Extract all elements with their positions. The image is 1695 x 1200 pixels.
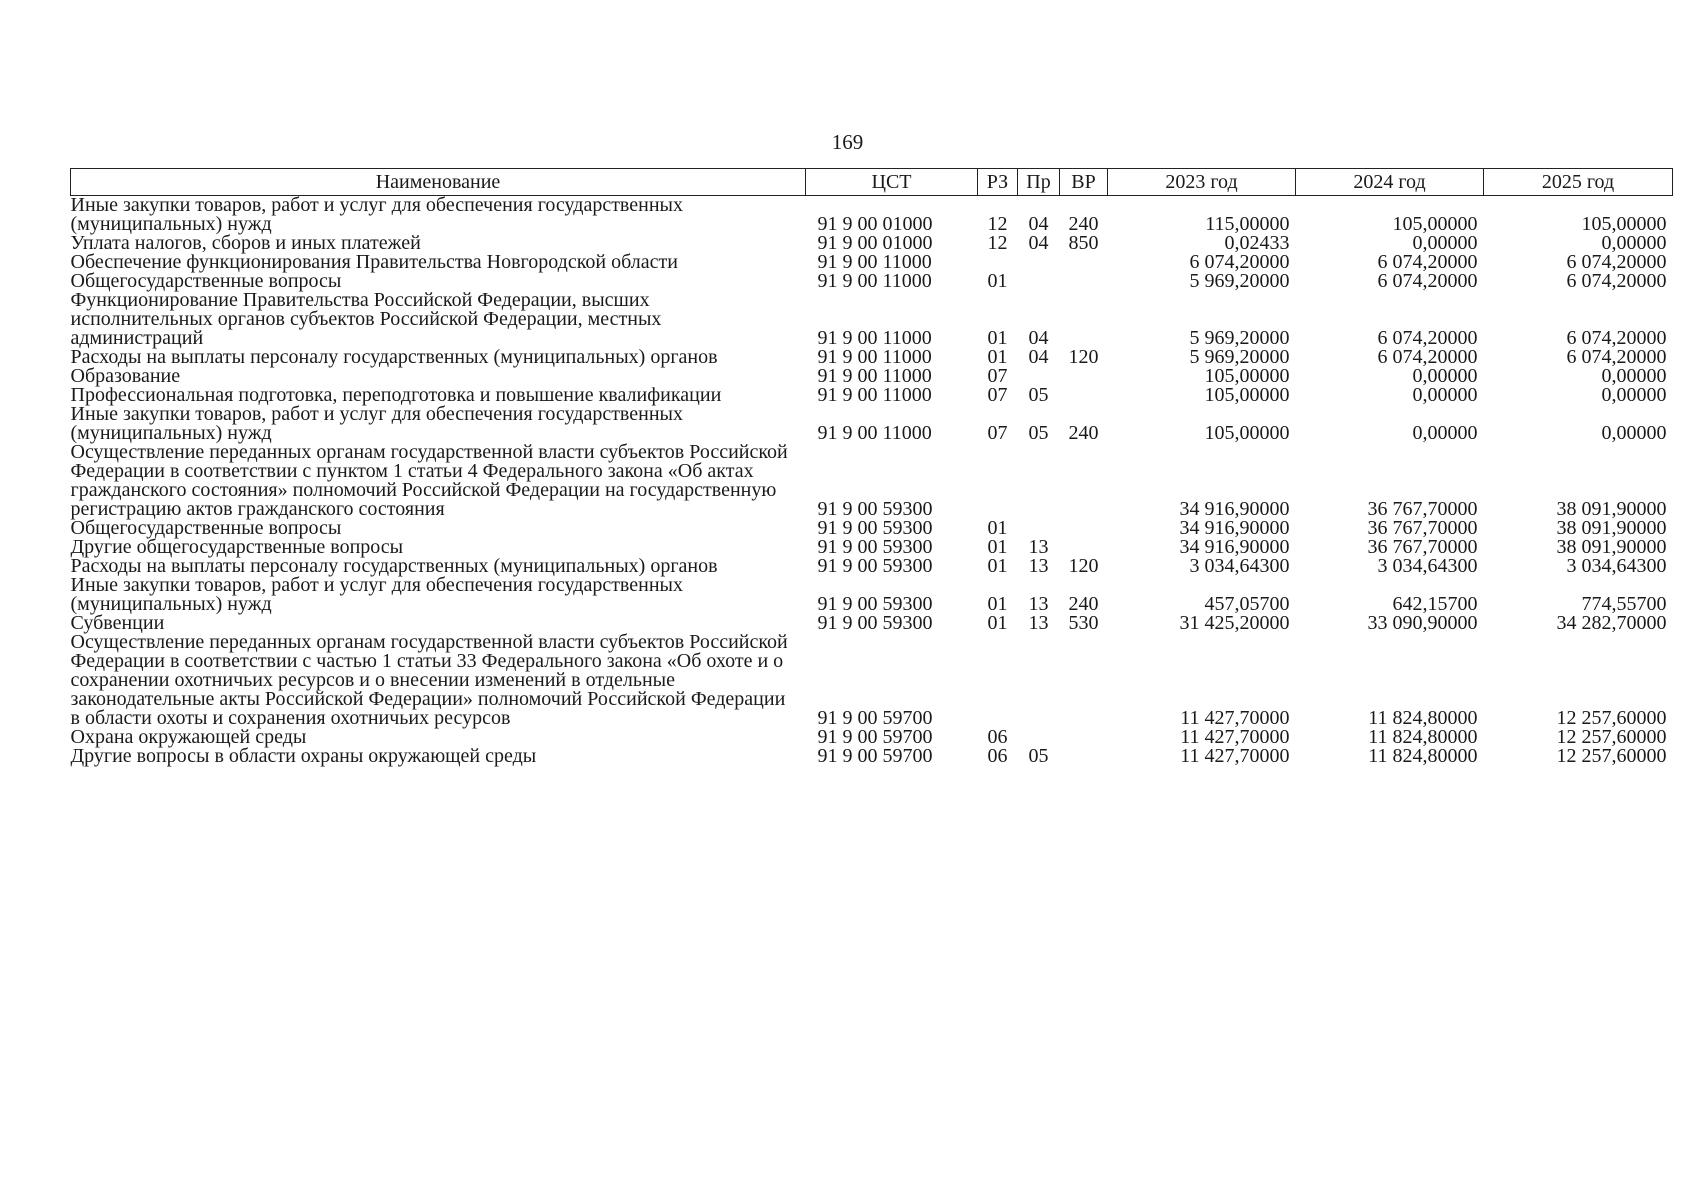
cell-year-2025: 0,00000 (1601, 422, 1667, 444)
table-header (71, 169, 1673, 196)
cell-name: Функционирование Правительства Российской Федерации, высших исполнительных органов субъектов Российской Федерации, местных администраций (70, 289, 662, 349)
cell-rz (978, 443, 1018, 519)
cell-year-2024: 0,00000 (1412, 232, 1478, 254)
cell-cst: 91 9 00 59700 (817, 726, 933, 748)
cell-cst: 91 9 00 59700 (817, 707, 933, 729)
cell-pr: 04 (1028, 327, 1049, 349)
cell-rz: 01 (987, 612, 1008, 634)
cell-name: Расходы на выплаты персоналу государственных (муниципальных) органов (70, 346, 718, 368)
cell-vr (1060, 367, 1108, 386)
cell-vr (1060, 728, 1108, 747)
cell-year-2023: 5 969,20000 (1189, 270, 1290, 292)
cell-year-2024: 11 824,80000 (1368, 707, 1478, 729)
header-vr: ВР (1060, 169, 1108, 196)
cell-year-2023: 34 916,90000 (1179, 517, 1290, 539)
cell-cst: 91 9 00 59700 (817, 745, 933, 767)
cell-cst: 91 9 00 01000 (817, 232, 933, 254)
table-row (71, 576, 1673, 614)
table-body (71, 196, 1673, 767)
cell-name: Общегосударственные вопросы (70, 517, 342, 539)
cell-year-2024: 6 074,20000 (1377, 251, 1478, 273)
cell-year-2023: 457,05700 (1204, 593, 1290, 615)
cell-year-2023: 6 074,20000 (1189, 251, 1290, 273)
cell-name: Иные закупки товаров, работ и услуг для обеспечения государственных (муниципальных) нужд (70, 574, 683, 615)
cell-year-2025: 6 074,20000 (1566, 251, 1667, 273)
header-name: Наименование (71, 169, 806, 196)
cell-pr: 13 (1028, 555, 1049, 577)
cell-pr (1018, 253, 1060, 272)
cell-cst: 91 9 00 59300 (817, 612, 933, 634)
cell-rz: 01 (987, 536, 1008, 558)
cell-name: Осуществление переданных органам государственной власти субъектов Российской Федерации в соответствии с частью 1 статьи 33 Федерального закона «Об охоте и о сохранении охотничьих ресурсов и о внесении изменений в отдельные законодательные акты Российской Федерации» полномочий Российской Федерации в области охоты и сохранения охотничьих ресурсов (70, 631, 788, 729)
cell-name: Профессиональная подготовка, переподготовка и повышение квалификации (70, 384, 722, 406)
cell-year-2024: 3 034,64300 (1377, 555, 1478, 577)
cell-cst: 91 9 00 11000 (817, 251, 932, 273)
cell-cst: 91 9 00 01000 (817, 213, 933, 235)
cell-vr (1060, 633, 1108, 728)
cell-cst: 91 9 00 11000 (817, 270, 932, 292)
table-row (71, 405, 1673, 443)
cell-name: Осуществление переданных органам государственной власти субъектов Российской Федерации в соответствии с пунктом 1 статьи 4 Федерального закона «Об актах гражданского состояния» полномочий Российской Федерации на государственную регистрацию актов гражданского состояния (70, 441, 788, 520)
cell-year-2025: 105,00000 (1581, 213, 1667, 235)
cell-year-2023: 105,00000 (1204, 365, 1290, 387)
cell-year-2023: 34 916,90000 (1179, 536, 1290, 558)
table-row (71, 747, 1673, 766)
cell-rz: 07 (987, 384, 1008, 406)
header-year-2025: 2025 год (1484, 169, 1673, 196)
cell-rz: 06 (987, 726, 1008, 748)
cell-pr: 05 (1028, 384, 1049, 406)
cell-year-2025: 38 091,90000 (1556, 498, 1667, 520)
cell-year-2023: 5 969,20000 (1189, 327, 1290, 349)
cell-year-2024: 6 074,20000 (1377, 346, 1478, 368)
cell-pr: 04 (1028, 346, 1049, 368)
cell-pr: 05 (1028, 422, 1049, 444)
cell-pr: 05 (1028, 745, 1049, 767)
cell-name: Образование (70, 365, 181, 387)
cell-rz (978, 633, 1018, 728)
cell-name: Расходы на выплаты персоналу государственных (муниципальных) органов (70, 555, 718, 577)
cell-year-2024: 36 767,70000 (1367, 536, 1478, 558)
header-pr: Пр (1018, 169, 1060, 196)
cell-year-2025: 12 257,60000 (1556, 707, 1667, 729)
cell-name: Общегосударственные вопросы (70, 270, 342, 292)
cell-year-2024: 6 074,20000 (1377, 270, 1478, 292)
cell-cst: 91 9 00 11000 (817, 384, 932, 406)
header-rz: РЗ (978, 169, 1018, 196)
cell-vr (1060, 291, 1108, 348)
cell-year-2023: 115,00000 (1205, 213, 1290, 235)
cell-vr: 240 (1068, 593, 1099, 615)
cell-name: Другие общегосударственные вопросы (70, 536, 404, 558)
cell-year-2025: 0,00000 (1601, 384, 1667, 406)
cell-vr: 240 (1068, 422, 1099, 444)
page-number: 169 (831, 130, 864, 154)
cell-cst: 91 9 00 11000 (817, 422, 932, 444)
cell-pr: 13 (1028, 536, 1049, 558)
cell-name: Охрана окружающей среды (70, 726, 307, 748)
cell-name: Иные закупки товаров, работ и услуг для обеспечения государственных (муниципальных) нужд (70, 194, 683, 235)
budget-table (70, 168, 1673, 766)
cell-cst: 91 9 00 11000 (817, 346, 932, 368)
cell-year-2024: 105,00000 (1392, 213, 1478, 235)
cell-year-2025: 0,00000 (1601, 232, 1667, 254)
cell-vr: 530 (1068, 612, 1099, 634)
cell-year-2023: 3 034,64300 (1189, 555, 1290, 577)
cell-year-2025: 774,55700 (1581, 593, 1667, 615)
cell-rz: 01 (987, 346, 1008, 368)
cell-year-2023: 11 427,70000 (1180, 745, 1290, 767)
cell-year-2024: 11 824,80000 (1368, 745, 1478, 767)
cell-year-2024: 11 824,80000 (1368, 726, 1478, 748)
cell-year-2025: 12 257,60000 (1556, 726, 1667, 748)
cell-rz: 01 (987, 593, 1008, 615)
cell-year-2024: 36 767,70000 (1367, 517, 1478, 539)
cell-year-2025: 3 034,64300 (1566, 555, 1667, 577)
table-row (71, 196, 1673, 235)
cell-year-2025: 38 091,90000 (1556, 536, 1667, 558)
cell-rz: 07 (987, 422, 1008, 444)
cell-cst: 91 9 00 11000 (817, 365, 932, 387)
table-row (71, 291, 1673, 348)
cell-vr (1060, 519, 1108, 538)
cell-pr: 13 (1028, 593, 1049, 615)
cell-name: Иные закупки товаров, работ и услуг для обеспечения государственных (муниципальных) нужд (70, 403, 683, 444)
cell-year-2024: 0,00000 (1412, 365, 1478, 387)
table-row (71, 633, 1673, 728)
cell-year-2024: 642,15700 (1392, 593, 1478, 615)
cell-pr (1018, 443, 1060, 519)
cell-year-2024: 6 074,20000 (1377, 327, 1478, 349)
cell-name: Другие вопросы в области охраны окружающей среды (70, 745, 537, 767)
cell-vr: 120 (1068, 555, 1099, 577)
cell-vr (1060, 386, 1108, 405)
cell-rz: 12 (987, 213, 1008, 235)
table-row (71, 443, 1673, 519)
cell-pr (1018, 272, 1060, 291)
cell-name: Субвенции (70, 612, 165, 634)
cell-year-2024: 0,00000 (1412, 422, 1478, 444)
cell-vr (1060, 272, 1108, 291)
cell-rz: 01 (987, 327, 1008, 349)
cell-name: Обеспечение функционирования Правительства Новгородской области (70, 251, 678, 273)
cell-year-2025: 6 074,20000 (1566, 270, 1667, 292)
cell-rz: 01 (987, 555, 1008, 577)
cell-year-2023: 105,00000 (1204, 384, 1290, 406)
cell-year-2024: 33 090,90000 (1367, 612, 1478, 634)
cell-pr: 04 (1028, 232, 1049, 254)
cell-year-2023: 31 425,20000 (1179, 612, 1290, 634)
budget-document (70, 168, 1672, 766)
cell-rz: 07 (987, 365, 1008, 387)
cell-year-2025: 6 074,20000 (1566, 346, 1667, 368)
cell-cst: 91 9 00 59300 (817, 555, 933, 577)
cell-year-2025: 34 282,70000 (1556, 612, 1667, 634)
cell-vr: 120 (1068, 346, 1099, 368)
cell-pr (1018, 633, 1060, 728)
cell-vr: 850 (1068, 232, 1099, 254)
header-cst: ЦСТ (806, 169, 978, 196)
cell-year-2023: 11 427,70000 (1180, 726, 1290, 748)
cell-pr: 13 (1028, 612, 1049, 634)
cell-year-2023: 105,00000 (1204, 422, 1290, 444)
cell-rz: 01 (987, 270, 1008, 292)
cell-name: Уплата налогов, сборов и иных платежей (70, 232, 421, 254)
cell-vr (1060, 443, 1108, 519)
cell-year-2024: 36 767,70000 (1367, 498, 1478, 520)
cell-cst: 91 9 00 59300 (817, 498, 933, 520)
cell-rz: 12 (987, 232, 1008, 254)
cell-year-2024: 0,00000 (1412, 384, 1478, 406)
cell-vr: 240 (1068, 213, 1099, 235)
cell-year-2025: 6 074,20000 (1566, 327, 1667, 349)
cell-rz: 01 (987, 517, 1008, 539)
cell-cst: 91 9 00 59300 (817, 593, 933, 615)
cell-year-2023: 11 427,70000 (1180, 707, 1290, 729)
cell-vr (1060, 253, 1108, 272)
cell-year-2025: 12 257,60000 (1556, 745, 1667, 767)
cell-year-2023: 5 969,20000 (1189, 346, 1290, 368)
cell-cst: 91 9 00 59300 (817, 517, 933, 539)
cell-vr (1060, 747, 1108, 766)
cell-year-2023: 0,02433 (1224, 232, 1290, 254)
cell-year-2023: 34 916,90000 (1179, 498, 1290, 520)
cell-year-2025: 0,00000 (1601, 365, 1667, 387)
cell-year-2025: 38 091,90000 (1556, 517, 1667, 539)
cell-pr: 04 (1028, 213, 1049, 235)
header-year-2023: 2023 год (1108, 169, 1296, 196)
cell-cst: 91 9 00 11000 (817, 327, 932, 349)
header-year-2024: 2024 год (1296, 169, 1484, 196)
cell-rz: 06 (987, 745, 1008, 767)
cell-cst: 91 9 00 59300 (817, 536, 933, 558)
